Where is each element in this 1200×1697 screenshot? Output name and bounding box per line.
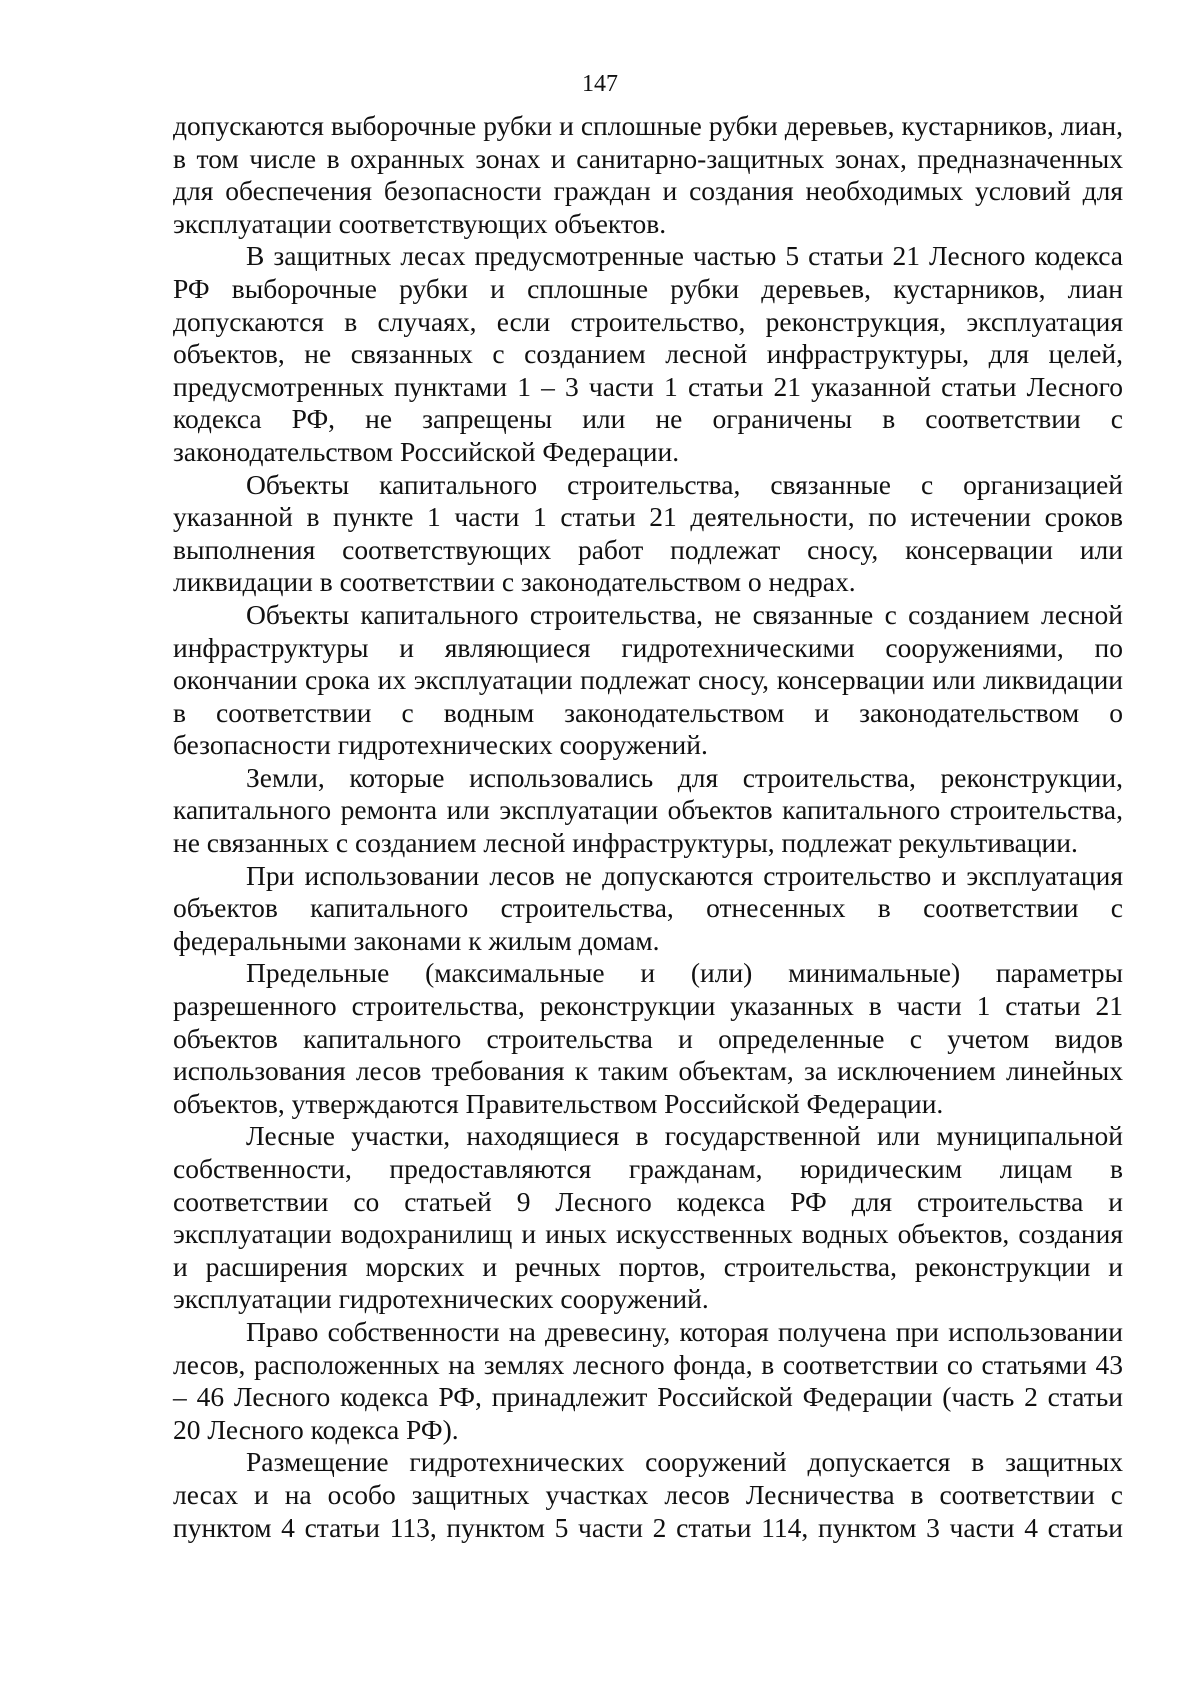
paragraph: Размещение гидротехнических сооружений допускается в защитных лесах и на особо защитных участках лесов Лесничества в соответствии с пунктом 4 статьи 113, пунктом 5 части 2 статьи 114, пунктом 3 части 4 статьи	[173, 1446, 1123, 1543]
document-body	[173, 110, 1123, 1544]
paragraph: допускаются выборочные рубки и сплошные рубки деревьев, кустарников, лиан, в том числе в охранных зонах и санитарно-защитных зонах, предназначенных для обеспечения безопасности граждан и создания необходимых условий для эксплуатации соответствующих объектов.	[173, 110, 1123, 239]
paragraph: Объекты капитального строительства, не связанные с созданием лесной инфраструктуры и являющиеся гидротехническими сооружениями, по окончании срока их эксплуатации подлежат сносу, консервации или ликвидации в соответствии с водным законодательством и законодательством о безопасности гидротехнических сооружений.	[173, 598, 1123, 761]
paragraph: Земли, которые использовались для строительства, реконструкции, капитального ремонта или эксплуатации объектов капитального строительства, не связанных с созданием лесной инфраструктуры, подлежат рекультивации.	[173, 761, 1123, 859]
paragraph: При использовании лесов не допускаются строительство и эксплуатация объектов капитального строительства, отнесенных в соответствии с федеральными законами к жилым домам.	[173, 859, 1123, 956]
page-number: 147	[582, 71, 618, 97]
paragraph: Объекты капитального строительства, связанные с организацией указанной в пункте 1 части 1 статьи 21 деятельности, по истечении сроков выполнения соответствующих работ подлежат сносу, консервации или ликвидации в соответствии с законодательством о недрах.	[173, 468, 1123, 598]
paragraph: Лесные участки, находящиеся в государственной или муниципальной собственности, предоставляются гражданам, юридическим лицам в соответствии со статьей 9 Лесного кодекса РФ для строительства и эксплуатации водохранилищ и иных искусственных водных объектов, создания и расширения морских и речных портов, строительства, реконструкции и эксплуатации гидротехнических сооружений.	[173, 1120, 1123, 1315]
paragraph: Право собственности на древесину, которая получена при использовании лесов, расположенных на землях лесного фонда, в соответствии со статьями 43 – 46 Лесного кодекса РФ, принадлежит Российской Федерации (часть 2 статьи 20 Лесного кодекса РФ).	[173, 1315, 1123, 1445]
paragraph: В защитных лесах предусмотренные частью 5 статьи 21 Лесного кодекса РФ выборочные рубки и сплошные рубки деревьев, кустарников, лиан допускаются в случаях, если строительство, реконструкция, эксплуатация объектов, не связанных с созданием лесной инфраструктуры, для целей, предусмотренных пунктами 1 – 3 части 1 статьи 21 указанной статьи Лесного кодекса РФ, не запрещены или не ограничены в соответствии с законодательством Российской Федерации.	[173, 240, 1123, 467]
paragraph: Предельные (максимальные и (или) минимальные) параметры разрешенного строительства, реконструкции указанных в части 1 статьи 21 объектов капитального строительства и определенные с учетом видов использования лесов требования к таким объектам, за исключением линейных объектов, утверждаются Правительством Российской Федерации.	[173, 957, 1123, 1119]
